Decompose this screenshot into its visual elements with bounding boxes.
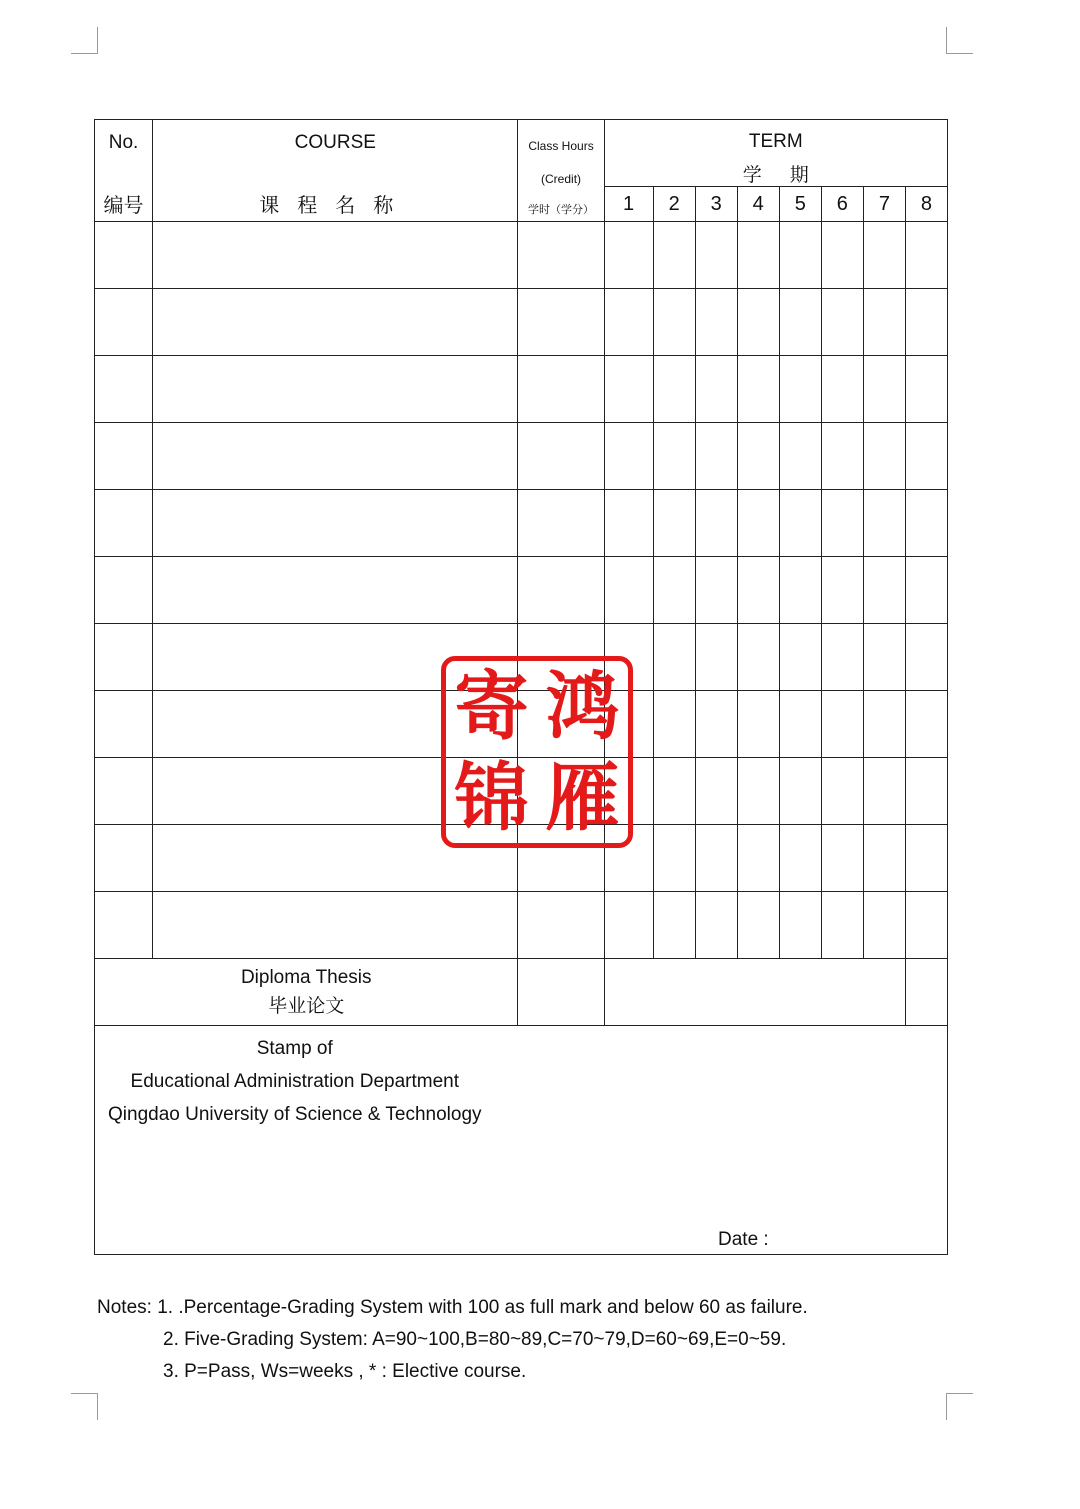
row-term-cell — [779, 356, 821, 423]
row-term-cell — [695, 289, 737, 356]
row-course-cell — [153, 490, 518, 557]
header-hours-en-1: Class Hours — [528, 139, 594, 153]
row-term-cell — [863, 825, 905, 892]
notes-line-2: 2. Five-Grading System: A=90~100,B=80~89,C=70~79,D=60~69,E=0~59. — [163, 1329, 787, 1350]
row-term-cell — [604, 892, 653, 959]
row-term-cell — [653, 289, 695, 356]
row-course-cell — [153, 892, 518, 959]
row-term-cell — [779, 557, 821, 624]
row-term-cell — [653, 557, 695, 624]
seal-char: 锦 — [454, 754, 529, 841]
term-number: 2 — [653, 187, 695, 222]
row-term-cell — [779, 624, 821, 691]
notes-line-3: 3. P=Pass, Ws=weeks , * : Elective course. — [163, 1361, 527, 1382]
row-term-cell — [653, 691, 695, 758]
row-no-cell — [95, 624, 153, 691]
row-course-cell — [153, 356, 518, 423]
row-term-cell — [821, 691, 863, 758]
row-term-cell — [695, 356, 737, 423]
row-term-cell — [653, 490, 695, 557]
row-course-cell — [153, 557, 518, 624]
thesis-label-cell — [95, 959, 518, 1026]
row-term-cell — [905, 758, 947, 825]
table-row — [95, 356, 948, 423]
row-no-cell — [95, 892, 153, 959]
row-term-cell — [905, 892, 947, 959]
row-term-cell — [779, 222, 821, 289]
row-term-cell — [905, 356, 947, 423]
row-course-cell — [153, 289, 518, 356]
header-hours-en-2: (Credit) — [541, 172, 582, 186]
row-term-cell — [604, 356, 653, 423]
row-term-cell — [653, 624, 695, 691]
row-term-cell — [604, 490, 653, 557]
row-term-cell — [695, 222, 737, 289]
row-term-cell — [863, 758, 905, 825]
row-term-cell — [653, 892, 695, 959]
table-row — [95, 892, 948, 959]
row-no-cell — [95, 356, 153, 423]
header-hours-cn: 学时（学分） — [528, 203, 595, 216]
row-term-cell — [653, 222, 695, 289]
header-no-cell — [95, 120, 153, 222]
page-corner-mark-bottom-left — [71, 1393, 98, 1420]
row-term-cell — [653, 758, 695, 825]
row-term-cell — [905, 423, 947, 490]
header-course-cn: 课程名称 — [259, 193, 412, 217]
row-term-cell — [863, 691, 905, 758]
row-term-cell — [821, 423, 863, 490]
row-term-cell — [737, 222, 779, 289]
term-number: 7 — [863, 187, 905, 222]
row-term-cell — [653, 825, 695, 892]
row-term-cell — [863, 423, 905, 490]
row-term-cell — [863, 892, 905, 959]
row-term-cell — [779, 289, 821, 356]
notes-line-1: Notes: 1. .Percentage-Grading System with 100 as full mark and below 60 as failure. — [97, 1297, 808, 1318]
table-row — [95, 423, 948, 490]
thesis-hours-cell — [518, 959, 604, 1026]
row-no-cell — [95, 289, 153, 356]
row-term-cell — [604, 557, 653, 624]
row-term-cell — [863, 557, 905, 624]
row-term-cell — [737, 691, 779, 758]
row-term-cell — [695, 892, 737, 959]
row-no-cell — [95, 691, 153, 758]
row-term-cell — [653, 356, 695, 423]
term-number: 5 — [779, 187, 821, 222]
term-number: 1 — [604, 187, 653, 222]
stamp-line-2: Educational Administration Department — [130, 1071, 459, 1092]
row-term-cell — [604, 289, 653, 356]
row-term-cell — [737, 289, 779, 356]
row-term-cell — [905, 624, 947, 691]
table-row — [95, 490, 948, 557]
row-term-cell — [821, 758, 863, 825]
notes — [97, 1292, 808, 1388]
thesis-terms-cell — [604, 959, 905, 1026]
row-term-cell — [863, 490, 905, 557]
table-row — [95, 289, 948, 356]
thesis-label-cn: 毕业论文 — [268, 995, 345, 1017]
row-term-cell — [695, 490, 737, 557]
row-term-cell — [905, 289, 947, 356]
row-course-cell — [153, 423, 518, 490]
row-no-cell — [95, 758, 153, 825]
header-no-en: No. — [108, 132, 139, 153]
page-corner-mark-top-right — [946, 27, 973, 54]
header-course-cell — [153, 120, 518, 222]
row-term-cell — [863, 222, 905, 289]
red-seal-stamp — [441, 656, 633, 848]
row-term-cell — [695, 557, 737, 624]
row-no-cell — [95, 825, 153, 892]
row-term-cell — [604, 423, 653, 490]
row-term-cell — [653, 423, 695, 490]
row-hours-cell — [518, 892, 604, 959]
term-number: 3 — [695, 187, 737, 222]
stamp-line-1: Stamp of — [256, 1038, 333, 1059]
row-no-cell — [95, 222, 153, 289]
row-term-cell — [905, 222, 947, 289]
row-term-cell — [695, 624, 737, 691]
row-term-cell — [821, 356, 863, 423]
header-term-cn: 学期 — [742, 164, 837, 186]
row-term-cell — [821, 825, 863, 892]
row-term-cell — [737, 557, 779, 624]
term-number: 6 — [821, 187, 863, 222]
row-term-cell — [863, 356, 905, 423]
thesis-term-8-cell — [905, 959, 947, 1026]
row-term-cell — [737, 624, 779, 691]
row-term-cell — [821, 490, 863, 557]
term-number: 8 — [905, 187, 947, 222]
row-term-cell — [737, 758, 779, 825]
row-term-cell — [779, 825, 821, 892]
row-term-cell — [821, 557, 863, 624]
row-term-cell — [737, 490, 779, 557]
seal-char: 鸿 — [545, 663, 620, 750]
row-no-cell — [95, 423, 153, 490]
date-label: Date : — [718, 1229, 769, 1250]
row-term-cell — [695, 423, 737, 490]
row-term-cell — [863, 624, 905, 691]
header-term-cell — [604, 120, 947, 187]
row-hours-cell — [518, 490, 604, 557]
stamp-cell — [95, 1026, 948, 1255]
page-corner-mark-top-left — [71, 27, 98, 54]
row-term-cell — [821, 892, 863, 959]
row-term-cell — [604, 222, 653, 289]
row-term-cell — [695, 825, 737, 892]
row-term-cell — [905, 825, 947, 892]
row-term-cell — [695, 758, 737, 825]
row-term-cell — [779, 758, 821, 825]
row-hours-cell — [518, 423, 604, 490]
row-term-cell — [737, 356, 779, 423]
row-term-cell — [821, 222, 863, 289]
row-term-cell — [779, 691, 821, 758]
row-term-cell — [863, 289, 905, 356]
row-term-cell — [779, 892, 821, 959]
thesis-row — [95, 959, 948, 1026]
row-term-cell — [737, 423, 779, 490]
row-term-cell — [779, 490, 821, 557]
row-hours-cell — [518, 557, 604, 624]
row-term-cell — [737, 892, 779, 959]
header-course-en: COURSE — [294, 132, 376, 153]
row-term-cell — [779, 423, 821, 490]
row-term-cell — [821, 624, 863, 691]
table-row — [95, 222, 948, 289]
row-no-cell — [95, 557, 153, 624]
row-term-cell — [821, 289, 863, 356]
seal-char: 寄 — [454, 663, 529, 750]
row-hours-cell — [518, 222, 604, 289]
stamp-line-3: Qingdao University of Science & Technology — [108, 1104, 482, 1125]
row-term-cell — [905, 557, 947, 624]
page-corner-mark-bottom-right — [946, 1393, 973, 1420]
row-term-cell — [905, 490, 947, 557]
header-hours-cell — [518, 120, 604, 222]
row-term-cell — [905, 691, 947, 758]
table-row — [95, 557, 948, 624]
term-number: 4 — [737, 187, 779, 222]
row-hours-cell — [518, 289, 604, 356]
row-course-cell — [153, 222, 518, 289]
row-no-cell — [95, 490, 153, 557]
row-hours-cell — [518, 356, 604, 423]
seal-char: 雁 — [545, 754, 620, 841]
thesis-label-en: Diploma Thesis — [240, 967, 372, 988]
stamp-row — [95, 1026, 948, 1255]
header-term-en: TERM — [748, 131, 803, 152]
stamp-text — [108, 1032, 482, 1131]
row-term-cell — [695, 691, 737, 758]
header-no-cn: 编号 — [103, 193, 144, 217]
row-term-cell — [737, 825, 779, 892]
